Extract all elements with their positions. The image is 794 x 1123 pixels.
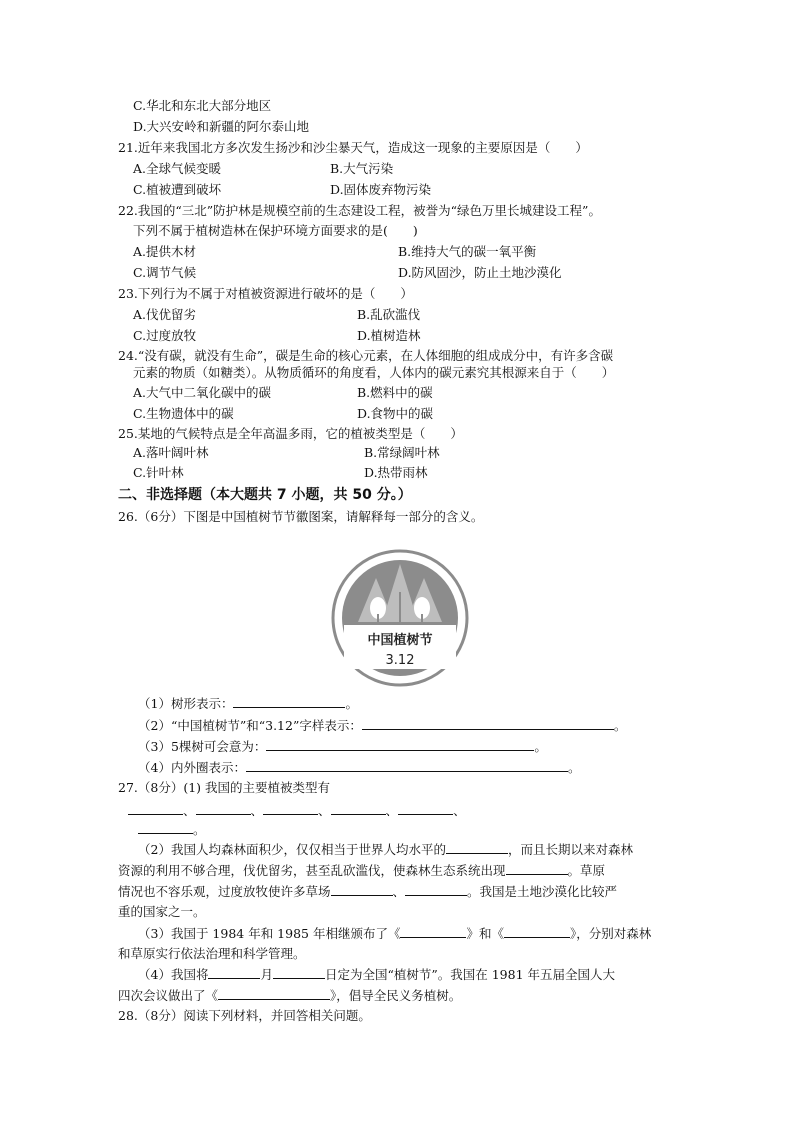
q27-blank-resolution[interactable] xyxy=(218,986,330,1000)
q27-part2-line4: 重的国家之一。 xyxy=(118,904,206,919)
q28-stem: 28.（8分）阅读下列材料，并回答相关问题。 xyxy=(118,1008,371,1023)
q26-part3: （3）5棵树可会意为： 。 xyxy=(138,739,547,754)
q27-veg-blank[interactable] xyxy=(263,801,318,815)
q27-veg-blanks-row1: 、 、 、 、 、 xyxy=(128,801,466,820)
q27-part2-line3: 情况也不容乐观，过度放牧使许多草场 、 。我国是土地沙漠化比较严 xyxy=(118,884,618,899)
q27-veg-blanks-row2: 。 xyxy=(138,820,206,839)
q27-blank-ecosystem[interactable] xyxy=(506,861,568,875)
q22-option-a: A.提供木材 xyxy=(133,244,197,259)
arbor-day-emblem xyxy=(330,548,470,688)
q21-option-a: A.全球气候变暖 xyxy=(133,161,222,176)
q26-part4: （4）内外圈表示： 。 xyxy=(138,760,581,775)
emblem-name: 中国植树节 xyxy=(367,633,433,648)
q27-veg-blank[interactable] xyxy=(331,801,386,815)
emblem-date: 3.12 xyxy=(385,653,415,668)
q27-part4-line1: （4）我国将 月 日定为全国“植树节”。我国在 1981 年五届全国人大 xyxy=(138,967,616,982)
q26-blank-4[interactable] xyxy=(246,758,568,772)
q27-blank-month[interactable] xyxy=(208,965,260,979)
q27-veg-blank[interactable] xyxy=(196,801,251,815)
q24-option-b: B.燃料中的碳 xyxy=(357,385,433,400)
q27-stem: 27.（8分）(1) 我国的主要植被类型有 xyxy=(118,780,331,795)
q27-blank-ratio[interactable] xyxy=(446,840,508,854)
q24-stem-line1: 24.“没有碳，就没有生命”，碳是生命的核心元素，在人体细胞的组成成分中，有许多含碳 xyxy=(118,348,614,363)
q23-option-b: B.乱砍滥伐 xyxy=(357,307,421,322)
q22-option-d: D.防风固沙，防止土地沙漠化 xyxy=(398,265,562,280)
q27-blank-forest-law[interactable] xyxy=(400,924,466,938)
q21-stem: 21.近年来我国北方多次发生扬沙和沙尘暴天气，造成这一现象的主要原因是（ ） xyxy=(118,140,588,155)
q26-part1: （1）树形表示： 。 xyxy=(138,696,358,711)
q27-blank-day[interactable] xyxy=(273,965,325,979)
q22-option-c: C.调节气候 xyxy=(133,265,197,280)
q27-part2-line2: 资源的利用不够合理，伐优留劣，甚至乱砍滥伐，使森林生态系统出现 。草原 xyxy=(118,863,606,878)
q23-option-a: A.伐优留劣 xyxy=(133,307,197,322)
q20-option-d: D.大兴安岭和新疆的阿尔泰山地 xyxy=(133,119,310,134)
q26-blank-1[interactable] xyxy=(233,694,345,708)
q23-option-c: C.过度放牧 xyxy=(133,328,197,343)
q27-blank-grassland-2[interactable] xyxy=(405,882,467,896)
q24-option-c: C.生物遗体中的碳 xyxy=(133,406,234,421)
q27-part2-line1: （2）我国人均森林面积少，仅仅相当于世界人均水平的 ，而且长期以来对森林 xyxy=(138,842,633,857)
q27-part3-line2: 和草原实行依法治理和科学管理。 xyxy=(118,946,306,961)
q25-option-c: C.针叶林 xyxy=(133,465,184,480)
q24-stem-line2: 元素的物质（如糖类）。从物质循环的角度看，人体内的碳元素究其根源来自于（ ） xyxy=(133,365,615,380)
q21-option-d: D.固体废弃物污染 xyxy=(330,182,432,197)
q23-option-d: D.植树造林 xyxy=(357,328,421,343)
q27-blank-grassland-law[interactable] xyxy=(504,924,570,938)
q25-option-d: D.热带雨林 xyxy=(364,465,428,480)
q26-part2: （2）“中国植树节”和“3.12”字样表示： 。 xyxy=(138,718,627,733)
q22-stem-line1: 22.我国的“三北”防护林是规模空前的生态建设工程，被誉为“绿色万里长城建设工程”。 xyxy=(118,203,601,218)
q27-blank-grassland-1[interactable] xyxy=(331,882,393,896)
q27-part4-line2: 四次会议做出了《 》，倡导全民义务植树。 xyxy=(118,988,462,1003)
q25-option-b: B.常绿阔叶林 xyxy=(364,445,440,460)
q26-stem: 26.（6分）下图是中国植树节节徽图案，请解释每一部分的含义。 xyxy=(118,509,484,524)
q25-option-a: A.落叶阔叶林 xyxy=(133,445,209,460)
q20-option-c: C.华北和东北大部分地区 xyxy=(133,98,272,113)
q26-blank-2[interactable] xyxy=(362,716,614,730)
q27-veg-blank[interactable] xyxy=(128,801,183,815)
q24-option-a: A.大气中二氧化碳中的碳 xyxy=(133,385,272,400)
q25-stem: 25.某地的气候特点是全年高温多雨，它的植被类型是（ ） xyxy=(118,426,463,441)
q27-veg-blank[interactable] xyxy=(138,820,193,834)
q22-option-b: B.维持大气的碳一氧平衡 xyxy=(398,244,537,259)
q21-option-c: C.植被遭到破坏 xyxy=(133,182,222,197)
q27-veg-blank[interactable] xyxy=(398,801,453,815)
q23-stem: 23.下列行为不属于对植被资源进行破坏的是（ ） xyxy=(118,286,413,301)
q21-option-b: B.大气污染 xyxy=(330,161,394,176)
q24-option-d: D.食物中的碳 xyxy=(357,406,434,421)
q26-blank-3[interactable] xyxy=(266,737,534,751)
section-2-title: 二、非选择题（本大题共 7 小题，共 50 分。） xyxy=(118,487,412,503)
q27-part3-line1: （3）我国于 1984 年和 1985 年相继颁布了《 》和《 》，分别对森林 xyxy=(138,926,652,941)
q22-stem-line2: 下列不属于植树造林在保护环境方面要求的是( ) xyxy=(133,223,418,238)
